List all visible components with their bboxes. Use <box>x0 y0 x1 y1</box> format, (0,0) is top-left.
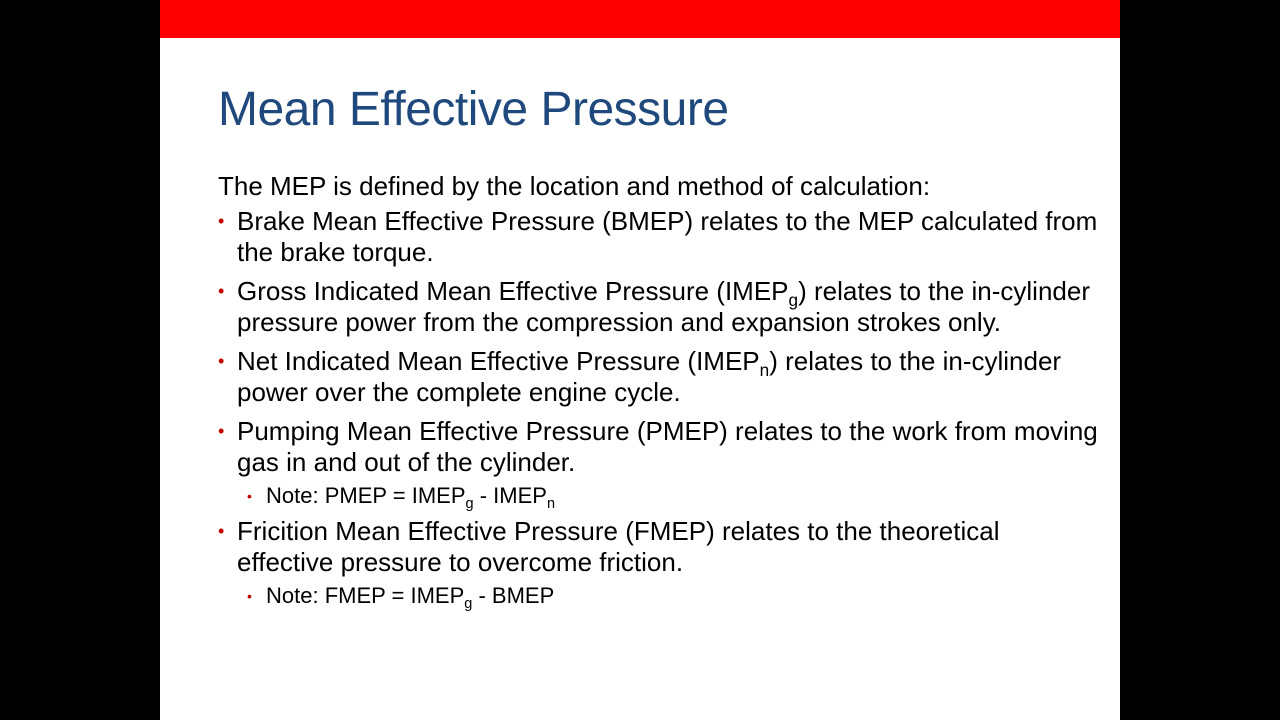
bullet-item-pmep <box>218 416 1098 478</box>
bullet-dot-icon: • <box>218 211 225 231</box>
subscript: g <box>464 596 473 613</box>
subscript: n <box>759 360 770 380</box>
bullet-text-start: Gross Indicated Mean Effective Pressure (IMEP <box>237 276 789 306</box>
bullet-text: Pumping Mean Effective Pressure (PMEP) relates to the work from moving gas in and out of the cylinder. <box>237 416 1098 477</box>
top-accent-bar <box>160 0 1120 38</box>
slide <box>160 0 1120 720</box>
bullet-text-start: Net Indicated Mean Effective Pressure (IMEP <box>237 346 760 376</box>
intro-text: The MEP is defined by the location and method of calculation: <box>218 171 931 201</box>
slide-title: Mean Effective Pressure <box>218 83 729 136</box>
bullet-text <box>237 276 1090 337</box>
sub-bullet-pmep-note <box>218 482 1098 513</box>
bullet-text: Brake Mean Effective Pressure (BMEP) relates to the MEP calculated from the brake torque. <box>237 206 1098 267</box>
bullet-dot-icon: • <box>218 521 225 541</box>
note-text <box>266 483 556 513</box>
note-part: Note: FMEP = IMEP <box>266 583 465 608</box>
subscript: g <box>465 496 474 513</box>
bullet-text: Fricition Mean Effective Pressure (FMEP) relates to the theoretical effective pressure to overcome friction. <box>237 516 1000 577</box>
subscript: n <box>546 496 556 513</box>
sub-bullet-fmep-note <box>218 582 1098 613</box>
bullet-dot-icon: • <box>247 588 252 604</box>
bullet-text <box>237 346 1061 407</box>
bullet-item-imep-net <box>218 346 1098 408</box>
bullet-item-bmep <box>218 206 1098 268</box>
bullet-item-imep-gross <box>218 276 1098 338</box>
bullet-dot-icon: • <box>247 488 252 504</box>
bullet-text-end: ) relates to the in-cylinder power over the complete engine cycle. <box>237 346 1062 407</box>
note-text <box>266 583 555 613</box>
bullet-dot-icon: • <box>218 421 225 441</box>
bullet-dot-icon: • <box>218 281 225 301</box>
subscript: g <box>788 290 799 310</box>
bullet-text-end: ) relates to the in-cylinder pressure power from the compression and expansion strokes only. <box>237 276 1090 337</box>
note-part: - BMEP <box>472 583 555 608</box>
note-part: Note: PMEP = IMEP <box>266 483 466 508</box>
bullet-dot-icon: • <box>218 351 225 371</box>
note-part: - IMEP <box>473 483 547 508</box>
slide-body <box>218 170 1098 616</box>
bullet-item-fmep <box>218 516 1098 578</box>
